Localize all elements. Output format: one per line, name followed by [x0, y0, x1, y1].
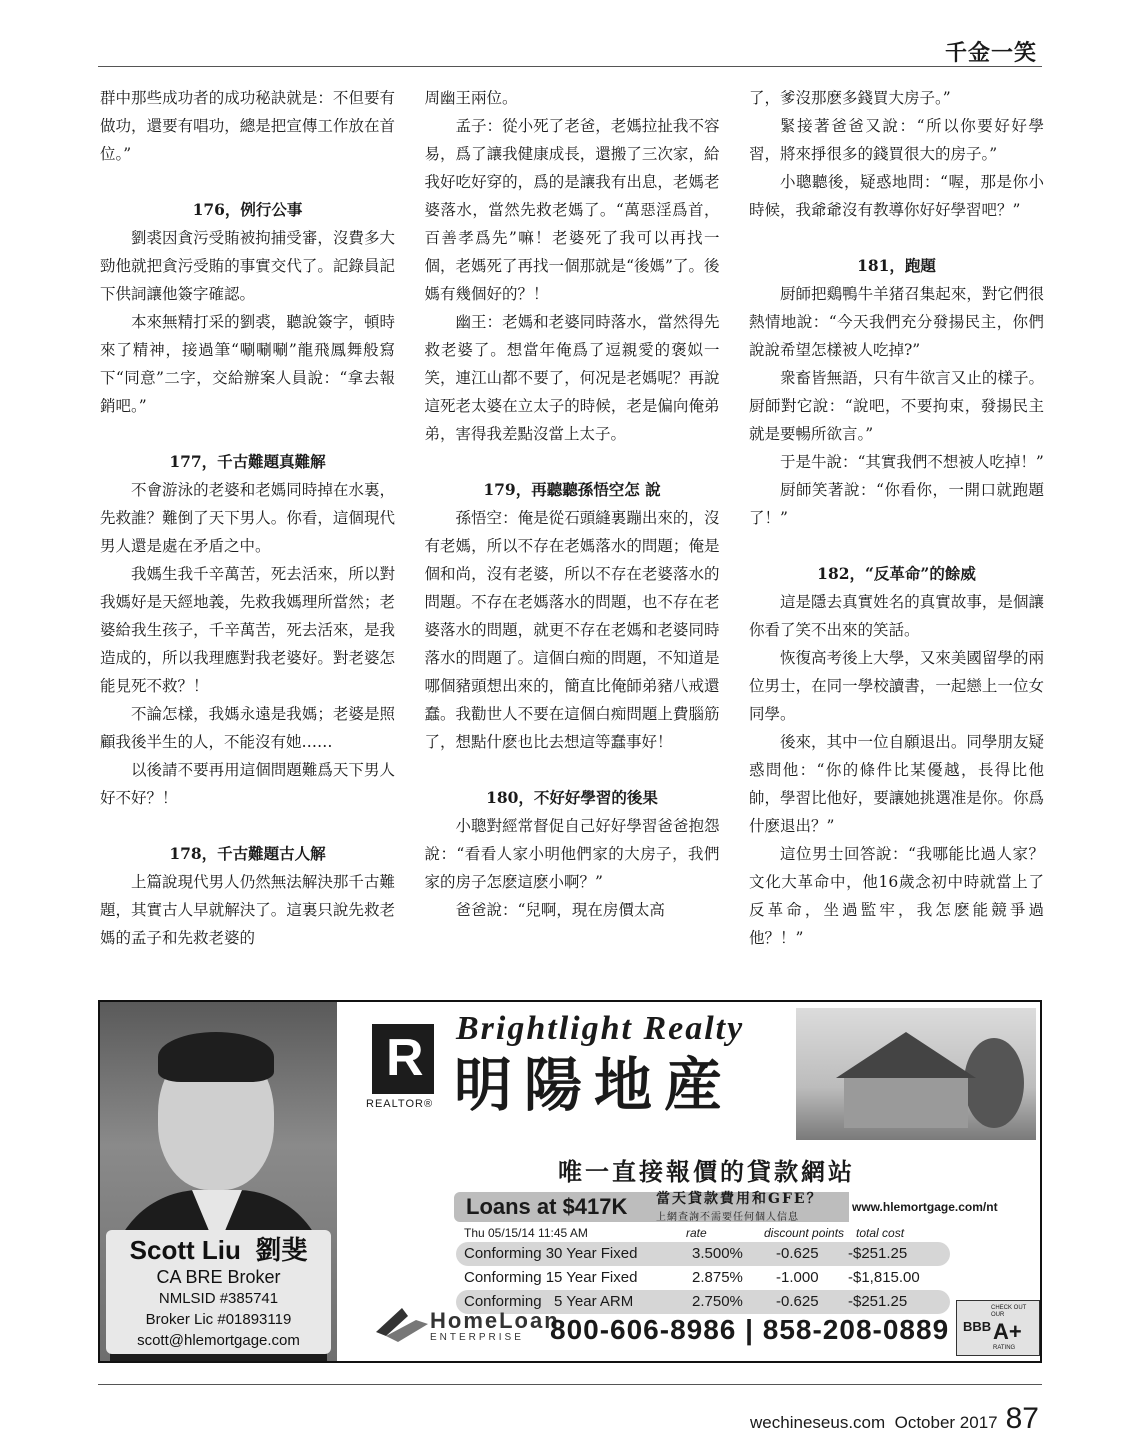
loan-points: -0.625	[776, 1293, 819, 1310]
bbb-badge-icon	[956, 1300, 1040, 1356]
roof-shape	[836, 1032, 976, 1078]
brand-english: Brightlight Realty	[456, 1010, 745, 1047]
article-columns	[100, 84, 1044, 996]
top-rule	[98, 66, 1042, 67]
paragraph: 爸爸說：“兒啊，現在房價太高	[455, 901, 665, 919]
agent-email: scott@hlemortgage.com	[137, 1332, 300, 1349]
paragraph: 我媽生我千辛萬苦，死去活來，所以對我媽好是天經地義，先救我媽理所當然；老婆給我生孩子，千辛萬苦，死去活來，是我造成的，所以我理應對我老婆好。對老婆怎能見死不救？！	[100, 565, 395, 695]
loan-name: Conforming 15 Year Fixed	[464, 1269, 638, 1286]
paragraph: 不論怎樣，我媽永遠是我媽；老婆是照顧我後半生的人，不能沒有她……	[100, 705, 395, 751]
story-heading: 179，再聽聽孫悟空怎 說	[483, 480, 661, 499]
loan-rate: 2.750%	[692, 1293, 743, 1310]
paragraph: 恢復高考後上大學，又來美國留學的兩位男士，在同一學校讀書，一起戀上一位女同學。	[749, 649, 1044, 723]
page-number: 87	[1005, 1402, 1039, 1435]
agent-license: Broker Lic #01893119	[145, 1311, 292, 1328]
paragraph: 本來無精打采的劉裘，聽說簽字，頓時來了精神，接過筆“唰唰唰”龍飛鳳舞般寫下“同意”二字，交給辦案人員說：“拿去報銷吧。”	[100, 313, 395, 415]
footer	[750, 1404, 1039, 1434]
rates-header	[456, 1226, 950, 1242]
rates-date: Thu 05/15/14 11:45 AM	[464, 1226, 588, 1240]
brand-chinese: 明陽地産	[454, 1051, 735, 1119]
loan-cost: -$251.25	[848, 1293, 908, 1310]
bbb-rating: A+	[993, 1319, 1022, 1344]
loan-name: Conforming 5 Year ARM	[464, 1293, 634, 1310]
paragraph: 衆畜皆無語，只有牛欲言又止的樣子。厨師對它說：“說吧，不要拘束，發揚民主就是要暢所欲言。”	[749, 369, 1044, 443]
phone-numbers: 800-606-8986 | 858-208-0889	[550, 1314, 950, 1345]
slogan: 唯一直接報價的貸款網站	[558, 1157, 855, 1186]
agent-name: Scott Liu 劉斐	[129, 1235, 308, 1265]
agent-hair	[158, 1032, 274, 1082]
paragraph: 孫悟空：俺是從石頭縫裏蹦出來的，沒有老媽，所以不存在老媽落水的問題；俺是個和尚，沒有老婆，所以不存在老婆落水的問題。不存在老媽落水的問題，也不存在老婆落水的問題，就更不存在老媽和老婆同時落水的問題了。這個白痴的問題，不知道是哪個豬頭想出來的，簡直比俺師弟豬八戒還蠢。我勸世人不要在這個白痴問題上費腦筋了，想點什麽也比去想這等蠢事好！	[424, 509, 720, 751]
bbb-label: BBB	[963, 1319, 992, 1334]
homeloan-logo-icon	[372, 1302, 432, 1344]
loan-cost: -$1,815.00	[848, 1269, 920, 1286]
loan-rate: 3.500%	[692, 1245, 743, 1262]
paragraph: 孟子：從小死了老爸，老媽拉扯我不容易，爲了讓我健康成長，還搬了三次家，給我好吃好穿的，爲的是讓我有出息，老媽老婆落水，當然先救老媽了。“萬惡淫爲首，百善孝爲先”嘛！老婆死了我可以再找一個，老媽死了再找一個那就是“後媽”了。後媽有幾個好的？！	[424, 117, 720, 303]
bottom-rule	[98, 1384, 1042, 1385]
agent-nmls: NMLSID #385741	[158, 1290, 279, 1307]
paragraph: 上篇說現代男人仍然無法解決那千古難題，其實古人早就解決了。這裏只說先救老媽的孟子和先救老婆的	[100, 873, 395, 947]
agent-name-cn: 劉斐	[255, 1235, 308, 1265]
story-heading: 178，千古難題古人解	[169, 844, 326, 863]
realtor-logo-icon: R	[372, 1024, 434, 1094]
paragraph: 以後請不要再用這個問題難爲天下男人好不好？！	[100, 761, 395, 807]
bbb-rating-word: RATING	[993, 1345, 1016, 1351]
table-row	[456, 1242, 950, 1266]
paragraph: 小聰對經常督促自己好好學習爸爸抱怨說：“看看人家小明他們家的大房子，我們家的房子怎麽這麽小啊？”	[424, 817, 720, 891]
agent-card	[106, 1230, 331, 1354]
paragraph: 這位男士回答說：“我哪能比過人家？文化大革命中，他16歲念初中時就當上了反革命，坐過監牢，我怎麽能競爭過他？！”	[749, 845, 1044, 947]
loan-points: -0.625	[776, 1245, 819, 1262]
paragraph: 小聰聽後，疑惑地問：“喔，那是你小時候，我爺爺沒有教導你好好學習吧？”	[749, 173, 1044, 219]
column-1	[100, 84, 395, 996]
col-rate: rate	[686, 1226, 707, 1240]
homeloan-sub: ENTERPRISE	[430, 1332, 524, 1343]
paragraph: 後來，其中一位自願退出。同學朋友疑惑問他：“你的條件比某優越，長得比他帥，學習比他好，要讓她挑選准是你。你爲什麽退出？”	[749, 733, 1044, 835]
story-heading: 177，千古難題真難解	[169, 452, 326, 471]
footer-site: wechineseus.com October 2017	[750, 1413, 998, 1432]
homeloan-name: HomeLoan	[430, 1308, 560, 1333]
col-points: discount points	[764, 1226, 845, 1240]
paragraph: 群中那些成功者的成功秘訣就是：不但要有做功，還要有唱功，總是把宣傳工作放在首位。”	[100, 89, 395, 163]
paragraph: 于是牛說：“其實我們不想被人吃掉！”	[780, 453, 1044, 471]
wall-shape	[844, 1078, 968, 1128]
paragraph: 劉裘因貪污受賄被拘捕受審，沒費多大勁他就把貪污受賄的事實交代了。記錄員記下供詞讓他簽字確認。	[100, 229, 395, 303]
paragraph: 不會游泳的老婆和老媽同時掉在水裏，先救誰？難倒了天下男人。你看，這個現代男人還是處在矛盾之中。	[100, 481, 395, 555]
loan-points: -1.000	[776, 1269, 819, 1286]
loans-banner: Loans at $417K	[454, 1192, 849, 1222]
paragraph: 這是隱去真實姓名的真實故事，是個讓你看了笑不出來的笑話。	[749, 593, 1044, 639]
realtor-word: REALTOR®	[366, 1098, 434, 1110]
gfe-line-2: 上網查詢不需要任何個人信息	[656, 1212, 799, 1223]
story-heading: 180，不好好學習的後果	[486, 788, 658, 807]
bbb-checkout: CHECK OUT OUR	[991, 1305, 1027, 1318]
story-heading: 181，跑題	[857, 256, 936, 275]
agent-photo	[100, 1002, 337, 1361]
col-cost: total cost	[856, 1226, 905, 1240]
agent-title: CA BRE Broker	[156, 1267, 281, 1287]
story-heading: 182，“反革命”的餘威	[817, 564, 976, 583]
paragraph: 周幽王兩位。	[424, 89, 518, 107]
story-heading: 176，例行公事	[192, 200, 303, 219]
paragraph: 厨師把鷄鴨牛羊猪召集起來，對它們很熱情地說：“今天我們充分發揚民主，你們說說希望怎樣被人吃掉?”	[749, 285, 1044, 359]
gfe-line-1: 當天貸款費用和GFE？	[656, 1191, 823, 1207]
rates-table	[456, 1226, 950, 1314]
table-row	[456, 1266, 950, 1290]
paragraph: 厨師笑著說：“你看你，一開口就跑題了！”	[749, 481, 1044, 527]
loan-cost: -$251.25	[848, 1245, 908, 1262]
advertisement	[98, 1000, 1042, 1363]
paragraph: 緊接著爸爸又說：“所以你要好好學習，將來掙很多的錢買很大的房子。”	[749, 117, 1044, 163]
paragraph: 幽王：老媽和老婆同時落水，當然得先救老婆了。想當年俺爲了逗親愛的褒姒一笑，連江山都不要了，何况是老媽呢？再說這死老太婆在立太子的時候，老是偏向俺弟弟，害得我差點沒當上太子。	[424, 313, 720, 443]
column-3	[749, 84, 1044, 996]
section-title: 千金一笑	[944, 40, 1037, 66]
column-2	[425, 84, 720, 996]
paragraph: 了，爹沒那麽多錢買大房子。”	[749, 89, 951, 107]
website-link[interactable]: www.hlemortgage.com/nt	[852, 1200, 998, 1214]
house-photo	[796, 1008, 1036, 1140]
loan-rate: 2.875%	[692, 1269, 743, 1286]
loan-name: Conforming 30 Year Fixed	[464, 1245, 638, 1262]
